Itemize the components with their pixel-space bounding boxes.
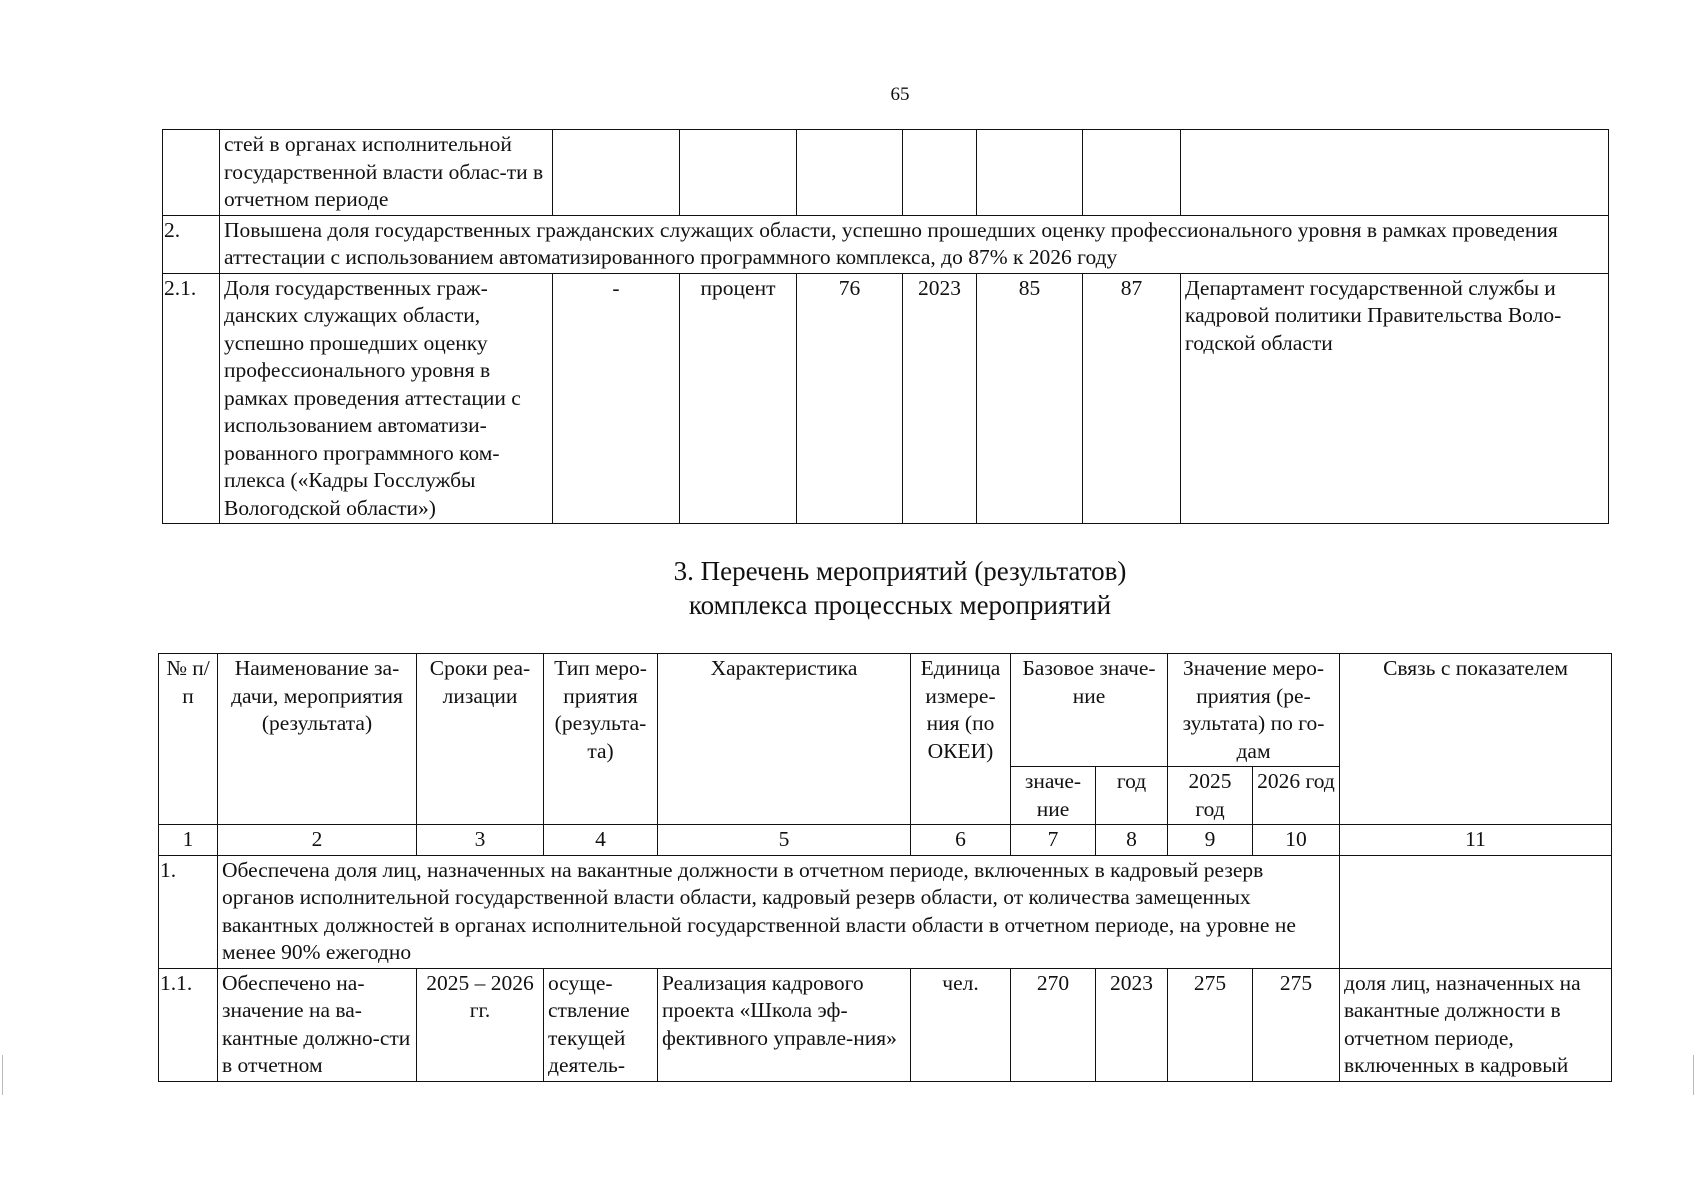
base-year-cell: 2023 (903, 273, 977, 524)
unit-cell: процент (680, 273, 797, 524)
scan-edge-mark (2, 1055, 3, 1095)
table-row (159, 855, 1612, 968)
table-cell: стей в органах исполнительной государственной власти облас-ти в отчетном периоде (220, 130, 553, 216)
header-terms: Сроки реа-лизации (417, 654, 544, 825)
header-link: Связь с показателем (1340, 654, 1612, 825)
column-number: 4 (544, 825, 658, 856)
base-value-cell: 76 (797, 273, 903, 524)
table-cell (163, 130, 220, 216)
table-cell (1083, 130, 1181, 216)
table-cell (977, 130, 1083, 216)
table-cell (797, 130, 903, 216)
base-year-cell: 2023 (1096, 968, 1168, 1081)
header-unit: Единица измере-ния (по ОКЕИ) (911, 654, 1011, 825)
header-num: № п/п (159, 654, 218, 825)
base-value-cell: 270 (1011, 968, 1096, 1081)
value-2025-cell: 275 (1168, 968, 1253, 1081)
unit-cell: чел. (911, 968, 1011, 1081)
task-text: Обеспечена доля лиц, назначенных на вакантные должности в отчетном периоде, включенных в кадровый резерв органов исполнительной государственной власти области, кадровый резерв области, от количества замещенных вакантных должностей в органах исполнительной государственной власти области в отчетном периоде, на уровне не менее 90% ежегодно (218, 855, 1340, 968)
header-type: Тип меро-приятия (результа-та) (544, 654, 658, 825)
section-heading (520, 554, 1280, 622)
table-row (163, 215, 1609, 273)
section-title-line: комплекса процессных мероприятий (688, 590, 1112, 620)
header-name: Наименование за-дачи, мероприятия (результата) (218, 654, 417, 825)
column-number: 2 (218, 825, 417, 856)
table-cell: - (553, 273, 680, 524)
section-title-line: 3. Перечень мероприятий (результатов) (673, 556, 1127, 586)
table-cell (1340, 855, 1612, 968)
value-cell: 87 (1083, 273, 1181, 524)
column-number: 1 (159, 825, 218, 856)
table-cell (680, 130, 797, 216)
characteristic-cell: Реализация кадрового проекта «Школа эф-фективного управле-ния» (658, 968, 911, 1081)
responsible-cell: Департамент государственной службы и кадровой политики Правительства Воло-годской области (1181, 273, 1609, 524)
table-cell (553, 130, 680, 216)
column-number: 10 (1253, 825, 1340, 856)
header-2026: 2026 год (1253, 767, 1340, 825)
header-characteristic: Характеристика (658, 654, 911, 825)
header-base: Базовое значе-ние (1011, 654, 1168, 767)
header-base-year: год (1096, 767, 1168, 825)
row-number: 1. (159, 855, 218, 968)
page-number: 65 (890, 84, 910, 105)
table-row (159, 968, 1612, 1081)
row-number: 1.1. (159, 968, 218, 1081)
column-number: 7 (1011, 825, 1096, 856)
header-values: Значение меро-приятия (ре-зультата) по го-дам (1168, 654, 1340, 767)
column-number: 5 (658, 825, 911, 856)
column-number: 6 (911, 825, 1011, 856)
type-cell: осуще-ствление текущей деятель- (544, 968, 658, 1081)
column-number: 11 (1340, 825, 1612, 856)
table-row (163, 273, 1609, 524)
goal-text: Повышена доля государственных гражданских служащих области, успешно прошедших оценку профессионального уровня в рамках проведения аттестации с использованием автоматизированного программного комплекса, до 87% к 2026 году (220, 215, 1609, 273)
row-number: 2.1. (163, 273, 220, 524)
value-2026-cell: 275 (1253, 968, 1340, 1081)
table-header-row (159, 654, 1612, 767)
table-row (163, 130, 1609, 216)
indicators-table-continued (162, 129, 1609, 524)
table-cell (1181, 130, 1609, 216)
table-cell (903, 130, 977, 216)
column-number-row (159, 825, 1612, 856)
row-number: 2. (163, 215, 220, 273)
header-base-value: значе-ние (1011, 767, 1096, 825)
header-2025: 2025 год (1168, 767, 1253, 825)
terms-cell: 2025 – 2026 гг. (417, 968, 544, 1081)
value-cell: 85 (977, 273, 1083, 524)
column-number: 3 (417, 825, 544, 856)
indicator-name: Доля государственных граж-данских служащих области, успешно прошедших оценку профессионального уровня в рамках проведения аттестации с использованием автоматизи-рованного программного ком-плекса («Кадры Госслужбы Вологодской области») (220, 273, 553, 524)
scan-edge-mark (1693, 1055, 1694, 1095)
column-number: 9 (1168, 825, 1253, 856)
measure-name: Обеспечено на-значение на ва-кантные должно-сти в отчетном (218, 968, 417, 1081)
column-number: 8 (1096, 825, 1168, 856)
measures-table (158, 653, 1612, 1082)
link-cell: доля лиц, назначенных на вакантные должности в отчетном периоде, включенных в кадровый (1340, 968, 1612, 1081)
